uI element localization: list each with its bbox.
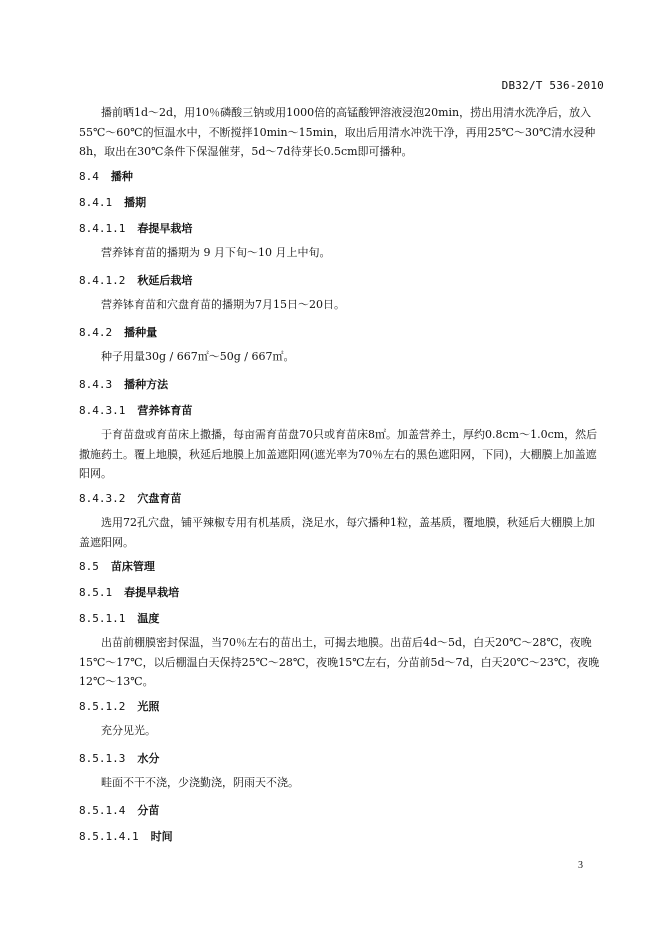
heading-8-5-1-4-1 bbox=[79, 828, 173, 844]
heading-8-5-1-4 bbox=[79, 802, 159, 818]
section-number: 8.4.3.1 bbox=[79, 404, 126, 417]
section-title: 播种 bbox=[110, 170, 133, 183]
heading-8-5-1-1 bbox=[79, 610, 159, 626]
section-number: 8.4.2 bbox=[79, 326, 113, 339]
heading-8-4-3-2 bbox=[79, 490, 181, 506]
section-number: 8.5.1 bbox=[79, 586, 113, 599]
section-title: 秋延后栽培 bbox=[137, 274, 193, 287]
section-number: 8.5.1.1 bbox=[79, 612, 126, 625]
section-number: 8.5 bbox=[79, 560, 99, 573]
section-number: 8.4.3 bbox=[79, 378, 113, 391]
section-number: 8.5.1.4.1 bbox=[79, 830, 139, 843]
paragraph-seed-amount: 种子用量30g / 667㎡～50g / 667㎡。 bbox=[101, 350, 295, 363]
paragraph-light: 充分见光。 bbox=[101, 724, 156, 737]
section-number: 8.5.1.4 bbox=[79, 804, 126, 817]
paragraph-pot-seedling: 于育苗盘或育苗床上撒播，每亩需育苗盘70只或育苗床8㎡。加盖营养土，厚约0.8cm～1.0cm，然后撒施药土。覆上地膜，秋延后地膜上加盖遮阳网(遮光率为70％左右的黑色遮阳网，下同)，大棚膜上加盖遮阳网。 bbox=[79, 428, 598, 480]
heading-8-5 bbox=[79, 558, 155, 574]
paragraph-sowing-period-autumn: 营养钵育苗和穴盘育苗的播期为7月15日～20日。 bbox=[101, 298, 345, 311]
section-title: 苗床管理 bbox=[110, 560, 155, 573]
page-number: 3 bbox=[578, 860, 583, 871]
section-title: 时间 bbox=[150, 830, 173, 843]
heading-8-4-3-1 bbox=[79, 402, 192, 418]
paragraph-temperature: 出苗前棚膜密封保温，当70％左右的苗出土，可揭去地膜。出苗后4d～5d，白天20℃～28℃，夜晚15℃～17℃，以后棚温白天保持25℃～28℃，夜晚15℃左右，分苗前5d～7d，白天20℃～23℃，夜晚12℃～13℃。 bbox=[79, 636, 600, 688]
section-number: 8.5.1.2 bbox=[79, 700, 126, 713]
section-title: 春提早栽培 bbox=[137, 222, 193, 235]
section-title: 穴盘育苗 bbox=[137, 492, 182, 505]
heading-8-4-3 bbox=[79, 376, 168, 392]
heading-8-5-1-2 bbox=[79, 698, 159, 714]
section-title: 分苗 bbox=[137, 804, 160, 817]
section-number: 8.4 bbox=[79, 170, 99, 183]
section-number: 8.4.1.2 bbox=[79, 274, 126, 287]
heading-8-4-2 bbox=[79, 324, 157, 340]
paragraph-seed-treatment: 播前晒1d～2d，用10％磷酸三钠或用1000倍的高锰酸钾溶液浸泡20min，捞出用清水洗净后，放入55℃～60℃的恒温水中，不断搅拌10min～15min，取出后用清水冲洗干净，再用25℃～30℃清水浸种8h，取出在30℃条件下保湿催芽，5d～7d待芽长0.5cm即可播种。 bbox=[79, 106, 596, 158]
paragraph-plug-tray-seedling: 选用72孔穴盘，铺平辣椒专用有机基质，浇足水，每穴播种1粒，盖基质，覆地膜，秋延后大棚膜上加盖遮阳网。 bbox=[79, 516, 595, 549]
paragraph-water: 畦面不干不浇，少浇勤浇，阴雨天不浇。 bbox=[101, 776, 299, 789]
heading-8-4-1-2 bbox=[79, 272, 192, 288]
heading-8-5-1-3 bbox=[79, 750, 159, 766]
section-title: 播期 bbox=[124, 196, 147, 209]
section-number: 8.4.1.1 bbox=[79, 222, 126, 235]
section-number: 8.4.3.2 bbox=[79, 492, 126, 505]
paragraph-sowing-period-spring: 营养钵育苗的播期为 9 月下旬～10 月上中旬。 bbox=[101, 246, 331, 259]
heading-8-5-1 bbox=[79, 584, 179, 600]
heading-8-4 bbox=[79, 168, 133, 184]
document-code: DB32/T 536-2010 bbox=[501, 79, 604, 92]
section-number: 8.4.1 bbox=[79, 196, 113, 209]
heading-8-4-1-1 bbox=[79, 220, 192, 236]
section-title: 水分 bbox=[137, 752, 160, 765]
section-title: 光照 bbox=[137, 700, 160, 713]
section-title: 营养钵育苗 bbox=[137, 404, 193, 417]
section-title: 春提早栽培 bbox=[124, 586, 180, 599]
section-title: 播种方法 bbox=[124, 378, 169, 391]
section-title: 温度 bbox=[137, 612, 160, 625]
section-title: 播种量 bbox=[124, 326, 158, 339]
heading-8-4-1 bbox=[79, 194, 146, 210]
section-number: 8.5.1.3 bbox=[79, 752, 126, 765]
